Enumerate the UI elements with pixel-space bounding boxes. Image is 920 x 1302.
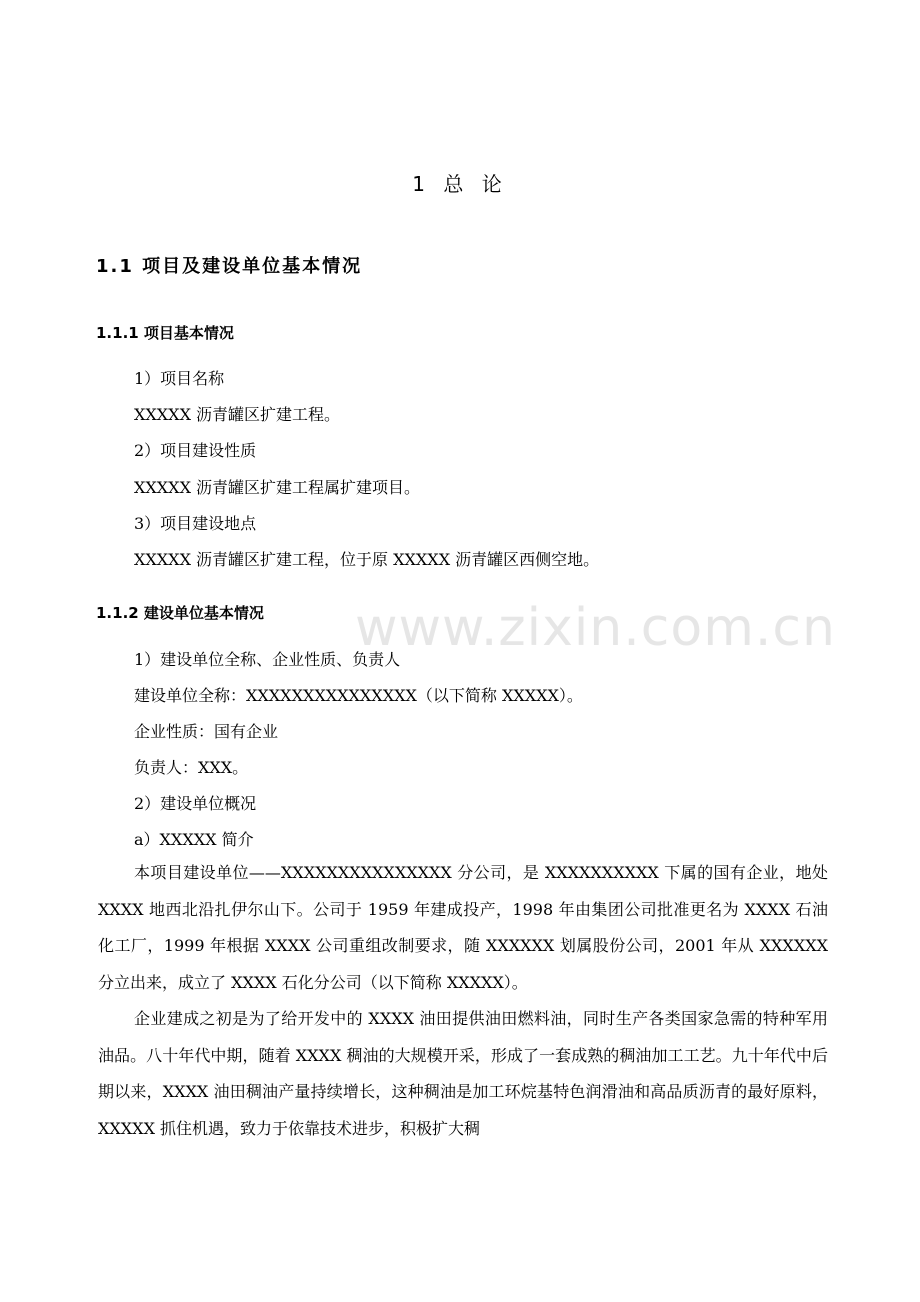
item-unit-full-name: 建设单位全称：XXXXXXXXXXXXXXX（以下简称 XXXXX）。 xyxy=(134,686,583,705)
paragraph-company-development: 企业建成之初是为了给开发中的 XXXX 油田提供油田燃料油，同时生产各类国家急需的特种军用油品。八十年代中期，随着 XXXX 稠油的大规模开采，形成了一套成熟的稠油加工工艺。九十年代中后期以来，XXXX 油田稠油产量持续增长，这种稠油是加工环烷基特色润滑油和高品质沥青的最好原料，XXXXX 抓住机遇，致力于依靠技术进步，积极扩大稠 xyxy=(98,1009,828,1138)
item-enterprise-nature: 企业性质：国有企业 xyxy=(134,722,279,741)
item-project-location-label: 3）项目建设地点 xyxy=(134,514,257,533)
subsection-heading-1-1-1: 1.1.1 项目基本情况 xyxy=(96,324,234,342)
chapter-title: 1 总 论 xyxy=(412,172,508,196)
item-company-intro-label: a）XXXXX 简介 xyxy=(134,830,254,849)
subsection-heading-1-1-2: 1.1.2 建设单位基本情况 xyxy=(96,604,264,622)
item-project-nature-label: 2）项目建设性质 xyxy=(134,441,257,460)
section-heading-1-1: 1.1 项目及建设单位基本情况 xyxy=(96,256,363,277)
item-project-name-label: 1）项目名称 xyxy=(134,369,225,388)
item-responsible-person: 负责人：XXX。 xyxy=(134,758,249,777)
item-unit-overview-label: 2）建设单位概况 xyxy=(134,794,257,813)
paragraph-company-history: 本项目建设单位——XXXXXXXXXXXXXXX 分公司，是 XXXXXXXXXX 下属的国有企业，地处 XXXX 地西北沿扎伊尔山下。公司于 1959 年建成投产，1998 年由集团公司批准更名为 XXXX 石油化工厂，1999 年根据 XXXX 公司重组改制要求，随 XXXXXX 划属股份公司，2001 年从 XXXXXX 分立出来，成立了 XXXX 石化分公司（以下简称 XXXXX）。 xyxy=(98,863,828,992)
item-project-location-value: XXXXX 沥青罐区扩建工程，位于原 XXXXX 沥青罐区西侧空地。 xyxy=(134,550,600,569)
item-project-nature-value: XXXXX 沥青罐区扩建工程属扩建项目。 xyxy=(134,478,421,497)
item-project-name-value: XXXXX 沥青罐区扩建工程。 xyxy=(134,405,341,424)
item-unit-info-label: 1）建设单位全称、企业性质、负责人 xyxy=(134,650,401,669)
watermark: www.zixin.com.cn xyxy=(355,598,836,658)
